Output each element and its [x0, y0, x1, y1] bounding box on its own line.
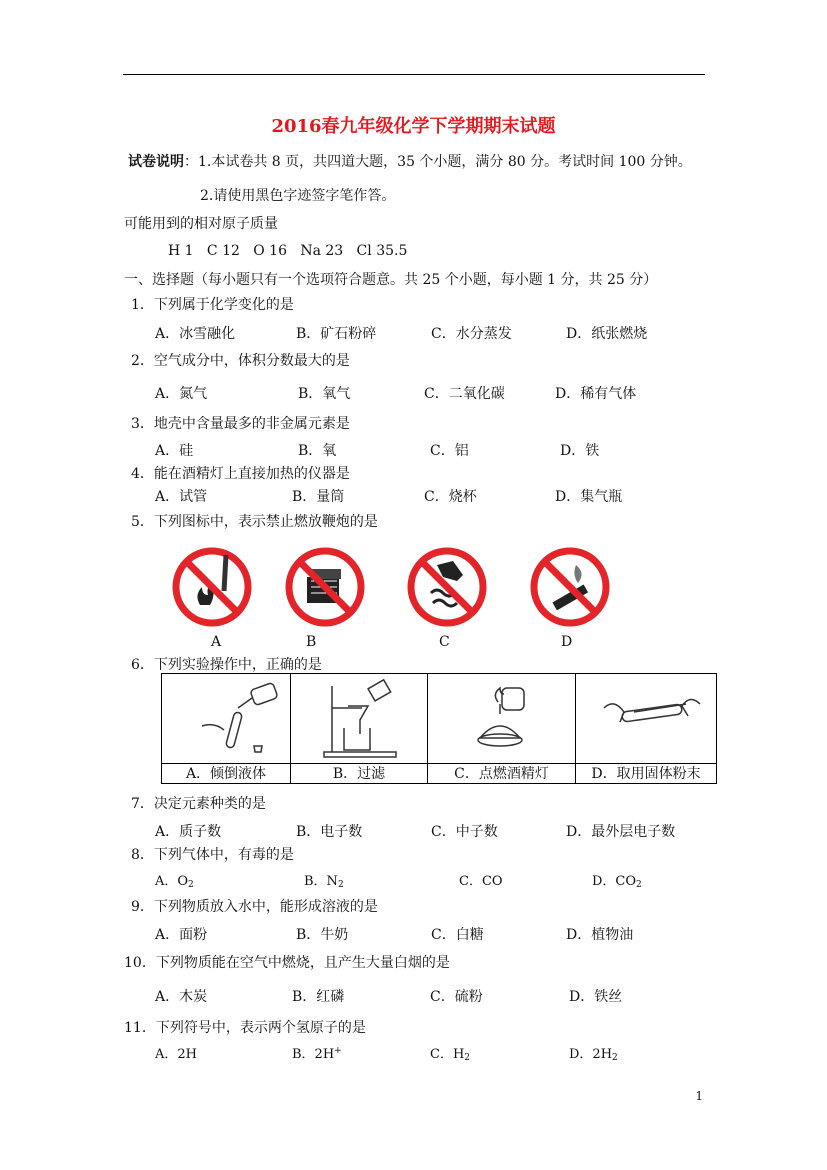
instructions-line2: 2.请使用黑色字迹签字笔作答。: [200, 188, 396, 204]
q6-options-table: [161, 673, 717, 784]
q7-option-c: C．中子数: [431, 824, 498, 840]
q9-stem: 9．下列物质放入水中，能形成溶液的是: [131, 899, 378, 915]
q10-option-d: D．铁丝: [569, 989, 623, 1005]
instructions-text1: ：1.本试卷共 8 页，共四道大题，35 个小题，满分 80 分。考试时间 100 分钟。: [184, 154, 692, 170]
q11-option-d: D．$2H_2$: [569, 1047, 618, 1063]
q2-option-a: A．氮气: [155, 386, 208, 402]
q8-stem: 8．下列气体中，有毒的是: [131, 847, 294, 863]
q7-option-a: A．质子数: [155, 824, 222, 840]
q8-option-d: D．$CO_2$: [592, 874, 642, 890]
q4-option-a: A．试管: [155, 489, 208, 505]
q5-option-d: D: [561, 634, 573, 650]
q3-option-d: D．铁: [560, 443, 600, 459]
q4-option-d: D．集气瓶: [555, 489, 623, 505]
exam-title: 2016春九年级化学下学期期末试题: [271, 116, 556, 137]
q8-option-b: B．$N_2$: [304, 874, 344, 890]
q9-option-d: D．植物油: [566, 927, 634, 943]
q6-option-a: A．倾倒液体: [185, 766, 267, 782]
q1-option-d: D．纸张燃烧: [566, 326, 648, 342]
q6-option-d: D．取用固体粉末: [591, 766, 701, 782]
q5-option-c: C: [439, 634, 450, 650]
q11-option-b: B．2H+: [292, 1046, 342, 1062]
q8-option-c: C．CO: [459, 874, 503, 889]
q5-option-a: A: [211, 634, 222, 650]
q2-option-c: C．二氧化碳: [424, 386, 505, 402]
no-smoking-sign-icon: [528, 545, 612, 629]
atomic-mass-values: H 1 C 12 O 16 Na 23 Cl 35.5: [168, 243, 408, 259]
q4-stem: 4．能在酒精灯上直接加热的仪器是: [131, 466, 350, 482]
q11-option-c: C．$H_2$: [430, 1047, 471, 1063]
q5-stem: 5．下列图标中，表示禁止燃放鞭炮的是: [131, 514, 378, 530]
q4-option-b: B．量筒: [292, 489, 345, 505]
section-1-heading: 一、选择题（每小题只有一个选项符合题意。共 25 个小题，每小题 1 分，共 25 分）: [124, 272, 658, 288]
q1-option-a: A．冰雪融化: [155, 326, 236, 342]
page-number: 1: [695, 1089, 703, 1103]
no-open-flame-sign-icon: [170, 545, 254, 629]
q6-option-c: C．点燃酒精灯: [454, 766, 549, 782]
q10-stem: 10．下列物质能在空气中燃烧，且产生大量白烟的是: [124, 955, 450, 971]
q1-stem: 1．下列属于化学变化的是: [131, 297, 294, 313]
q2-option-b: B．氧气: [298, 386, 351, 402]
q6-stem: 6．下列实验操作中，正确的是: [131, 657, 322, 673]
q8-option-a: A．$O_2$: [155, 874, 194, 890]
q3-option-a: A．硅: [155, 443, 194, 459]
header-rule: [123, 74, 705, 75]
q2-stem: 2．空气成分中，体积分数最大的是: [131, 353, 350, 369]
atomic-mass-heading: 可能用到的相对原子质量: [124, 216, 278, 232]
q9-option-c: C．白糖: [431, 927, 484, 943]
pouring-liquid-illustration-icon: [182, 678, 282, 758]
q7-option-b: B．电子数: [296, 824, 363, 840]
q9-option-a: A．面粉: [155, 927, 208, 943]
instructions-line1: [128, 151, 692, 171]
q1-option-c: C．水分蒸发: [431, 326, 512, 342]
instructions-label: 试卷说明: [128, 154, 184, 170]
q3-option-b: B．氧: [298, 443, 337, 459]
q3-stem: 3．地壳中含量最多的非金属元素是: [131, 416, 350, 432]
q10-option-a: A．木炭: [155, 989, 208, 1005]
solid-powder-illustration-icon: [590, 678, 714, 760]
q4-option-c: C．烧杯: [424, 489, 477, 505]
no-fireworks-sign-icon: [405, 545, 489, 629]
q5-option-b: B: [306, 634, 317, 650]
q10-option-c: C．硫粉: [430, 989, 483, 1005]
q7-stem: 7．决定元素种类的是: [131, 796, 266, 812]
q2-option-d: D．稀有气体: [555, 386, 637, 402]
filtration-illustration-icon: [318, 678, 408, 760]
q3-option-c: C．铝: [430, 443, 469, 459]
q6-option-b: B．过滤: [332, 766, 386, 782]
q7-option-d: D．最外层电子数: [566, 824, 676, 840]
q1-option-b: B．矿石粉碎: [296, 326, 377, 342]
lighting-alcohol-lamp-illustration-icon: [458, 678, 548, 760]
q10-option-b: B．红磷: [292, 989, 345, 1005]
q9-option-b: B．牛奶: [296, 927, 349, 943]
q11-stem: 11．下列符号中，表示两个氢原子的是: [124, 1020, 366, 1036]
q11-option-a: A．2H: [155, 1047, 197, 1062]
no-matches-sign-icon: [283, 545, 367, 629]
